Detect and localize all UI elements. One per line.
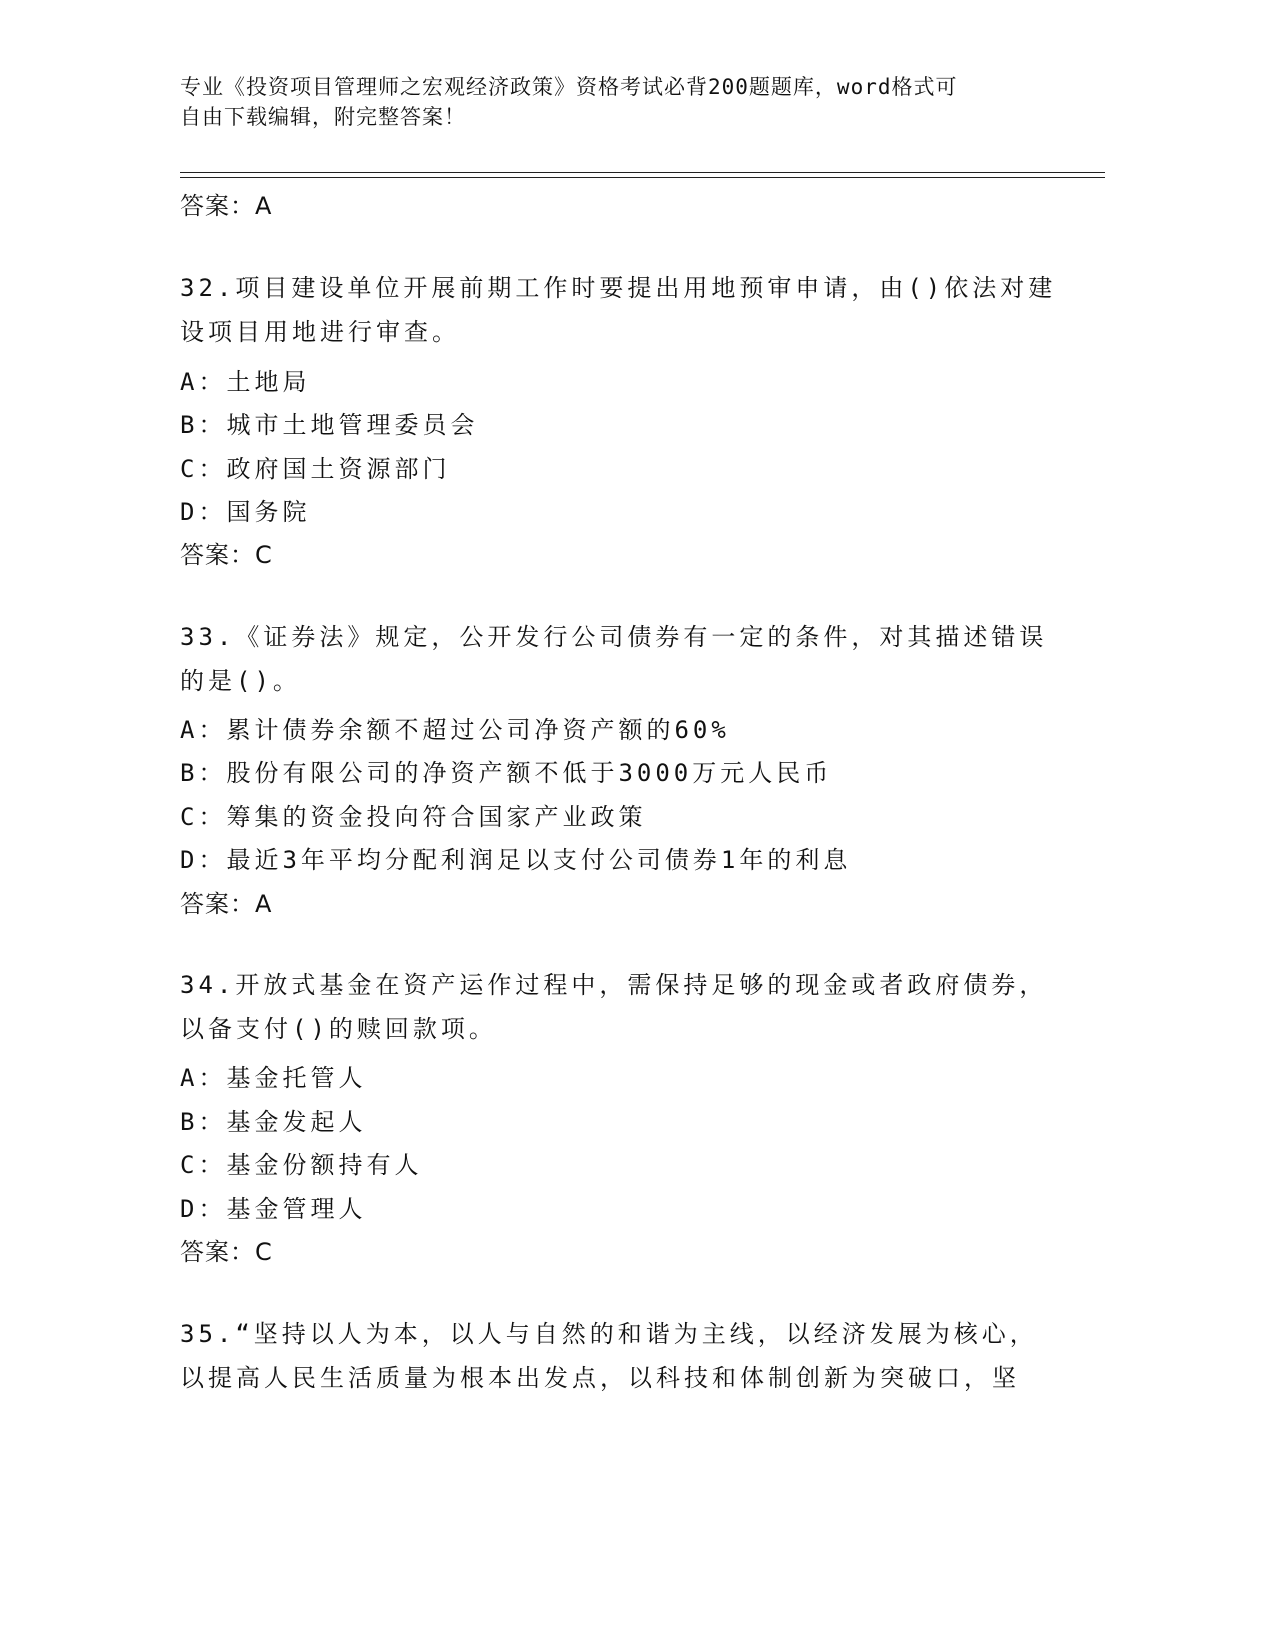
header-divider-top	[180, 172, 1105, 173]
header-line-1: 专业《投资项目管理师之宏观经济政策》资格考试必背200题题库，word格式可	[180, 75, 958, 99]
question-34-stem	[180, 963, 1047, 1051]
question-33-option-d: D：最近3年平均分配利润足以支付公司债券1年的利息	[180, 846, 852, 874]
answer-prev: 答案：A	[180, 192, 273, 220]
question-35-line-2: 以提高人民生活质量为根本出发点，以科技和体制创新为突破口，坚	[180, 1364, 1020, 1392]
question-32-option-c: C：政府国土资源部门	[180, 455, 451, 483]
question-33-stem	[180, 615, 1047, 703]
question-34-option-b: B：基金发起人	[180, 1108, 367, 1136]
question-33-answer: 答案：A	[180, 890, 273, 918]
document-header	[180, 72, 1030, 132]
question-34-option-c: C：基金份额持有人	[180, 1151, 423, 1179]
question-33-line-1: 33.《证券法》规定，公开发行公司债券有一定的条件，对其描述错误	[180, 623, 1048, 651]
question-33-option-b: B：股份有限公司的净资产额不低于3000万元人民币	[180, 759, 833, 787]
question-33-line-2: 的是()。	[180, 667, 301, 695]
header-line-2: 自由下载编辑，附完整答案！	[180, 105, 466, 129]
question-33-option-c: C：筹集的资金投向符合国家产业政策	[180, 803, 647, 831]
question-35-stem	[180, 1312, 1038, 1400]
question-34-line-1: 34.开放式基金在资产运作过程中，需保持足够的现金或者政府债券，	[180, 971, 1048, 999]
question-34-answer: 答案：C	[180, 1238, 273, 1266]
question-33-option-a: A：累计债券余额不超过公司净资产额的60%	[180, 716, 730, 744]
header-divider-bottom	[180, 177, 1105, 178]
question-32-option-a: A：土地局	[180, 368, 311, 396]
question-32-stem	[180, 266, 1056, 354]
question-32-line-1: 32.项目建设单位开展前期工作时要提出用地预审申请，由()依法对建	[180, 274, 1057, 302]
question-32-option-d: D：国务院	[180, 498, 311, 526]
question-32-option-b: B：城市土地管理委员会	[180, 411, 479, 439]
question-35-line-1: 35.“坚持以人为本，以人与自然的和谐为主线，以经济发展为核心，	[180, 1320, 1038, 1348]
question-32-answer: 答案：C	[180, 541, 273, 569]
question-34-option-d: D：基金管理人	[180, 1195, 367, 1223]
question-34-option-a: A：基金托管人	[180, 1064, 367, 1092]
question-32-line-2: 设项目用地进行审查。	[180, 318, 460, 346]
question-34-line-2: 以备支付()的赎回款项。	[180, 1015, 497, 1043]
